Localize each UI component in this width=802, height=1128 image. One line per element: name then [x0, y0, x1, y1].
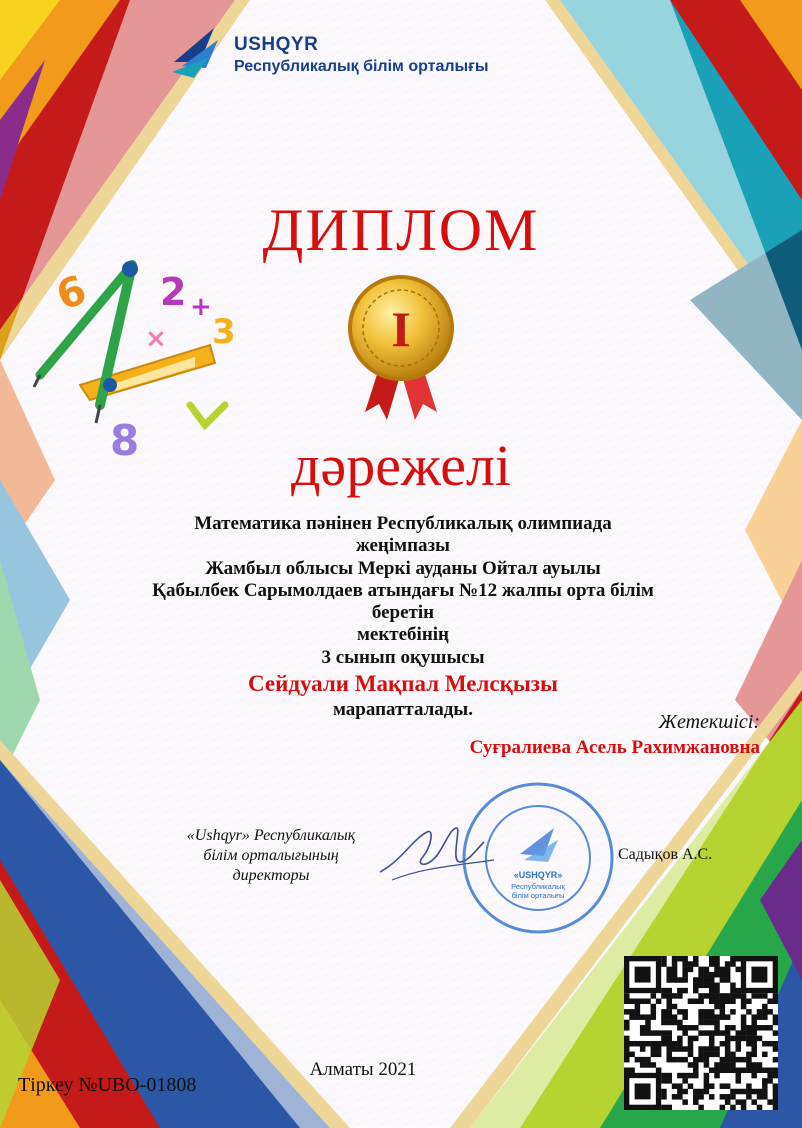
director-line-2: білім орталығының	[203, 847, 339, 864]
svg-text:+: +	[190, 292, 212, 322]
director-name: Садықов А.С.	[618, 846, 713, 863]
award-line-school: Қабылбек Сарымолдаев атындағы №12 жалпы орта білім беретін	[152, 579, 654, 624]
diploma-title: ДИПЛОМ	[262, 197, 540, 263]
award-line-subject: Математика пәнінен Республикалық олимпиада	[194, 513, 612, 534]
ushqyr-logo-icon	[168, 22, 230, 84]
city-year: Алматы 2021	[309, 1059, 417, 1080]
leader-label: Жетекшісі:	[658, 711, 760, 733]
svg-text:2: 2	[160, 270, 187, 314]
award-line-region: Жамбыл облысы Меркі ауданы Ойтал ауылы	[205, 557, 601, 579]
stamp-sub-2: білім орталығы	[511, 891, 565, 900]
awarded-text: марапатталады.	[332, 699, 473, 721]
svg-text:8: 8	[110, 416, 140, 465]
qr-code-icon	[624, 956, 778, 1110]
logo-name: USHQYR	[234, 34, 319, 55]
award-line-school-cont: мектебінің	[356, 624, 450, 646]
stamp-sub-1: Республикалық	[511, 882, 565, 891]
director-line-1: «Ushqyr» Республикалық	[186, 827, 356, 844]
director-title	[148, 826, 394, 886]
award-line-winner: жеңімпазы	[355, 535, 451, 557]
registration-number: Тіркеу №UBO-01808	[18, 1074, 197, 1096]
award-text	[120, 513, 686, 721]
official-stamp-icon	[458, 778, 618, 938]
degree-label: дәрежелі	[290, 433, 512, 498]
leader-name: Суғралиева Асель Рахимжановна	[469, 737, 760, 758]
award-line-grade: 3 сынып оқушысы	[321, 646, 485, 668]
gold-medal-icon	[345, 272, 457, 424]
svg-text:3: 3	[212, 312, 236, 352]
medal-place: I	[391, 301, 411, 357]
svg-text:6: 6	[50, 267, 93, 320]
winner-name: Сейдуали Мақпал Мелсқызы	[248, 671, 558, 697]
stamp-center: «USHQYR»	[513, 870, 563, 880]
svg-text:×: ×	[145, 324, 167, 354]
director-line-3: директоры	[232, 867, 310, 884]
logo-subtitle: Республикалық білім орталығы	[234, 58, 489, 75]
